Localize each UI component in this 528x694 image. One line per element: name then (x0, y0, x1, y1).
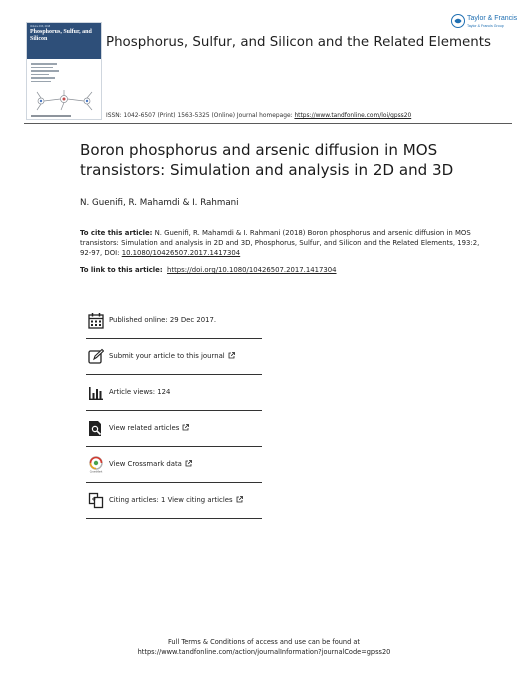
external-link-icon (228, 352, 235, 359)
footer-terms-link[interactable]: https://www.tandfonline.com/action/journalInformation?journalCode=gpss20 (137, 647, 391, 656)
cover-footer-line (31, 115, 71, 117)
issn-text: ISSN: 1042-6507 (Print) 1563-5325 (Online) Journal homepage: (106, 113, 295, 119)
calendar-icon (88, 312, 104, 329)
crossmark-icon (88, 456, 104, 473)
submit-article-link[interactable]: Submit your article to this journal (109, 352, 235, 360)
citing-articles-icon (88, 492, 104, 509)
search-document-icon (88, 420, 104, 437)
doi-link[interactable]: 10.1080/10426507.2017.1417304 (121, 249, 241, 258)
submit-article-row[interactable] (86, 341, 262, 377)
external-link-icon (182, 424, 189, 431)
published-online-label: Published online: 29 Dec 2017. (109, 316, 217, 324)
publisher-tagline: Taylor & Francis Group (467, 24, 504, 28)
journal-cover-thumbnail (26, 22, 102, 120)
row-divider (86, 446, 262, 447)
cover-contents-lines (31, 63, 61, 84)
article-views-row (86, 377, 262, 413)
issn-line (106, 113, 411, 119)
crossmark-link[interactable]: View Crossmark data (109, 460, 192, 468)
cite-label: To cite this article: (80, 229, 153, 237)
published-online-row (86, 305, 262, 341)
publisher-name: Taylor & Francis (467, 15, 518, 22)
related-articles-link[interactable]: View related articles (109, 424, 189, 432)
related-articles-row[interactable] (86, 413, 262, 449)
article-authors: N. Guenifi, R. Mahamdi & I. Rahmani (80, 198, 239, 208)
article-title: Boron phosphorus and arsenic diffusion in MOS transistors: Simulation and analysis in 2D and 3D (80, 141, 454, 179)
cover-molecule-diagram (31, 89, 97, 113)
journal-title[interactable]: Phosphorus, Sulfur, and Silicon and the Related Elements (106, 35, 491, 50)
header-divider (24, 123, 512, 124)
crossmark-caption: CrossMark (89, 470, 103, 473)
row-divider (86, 374, 262, 375)
bar-chart-icon (88, 384, 104, 401)
link-label: To link to this article: (80, 266, 163, 274)
cover-volume-text: Volume 193, 2018 (30, 25, 51, 28)
citation-block (80, 228, 480, 259)
external-link-icon (185, 460, 192, 467)
row-divider (86, 518, 262, 519)
row-divider (86, 410, 262, 411)
page-footer (0, 638, 528, 657)
row-divider (86, 338, 262, 339)
journal-homepage-link[interactable]: https://www.tandfonline.com/loi/gpss20 (294, 113, 412, 119)
citing-articles-link[interactable]: Citing articles: 1 View citing articles (109, 496, 243, 504)
footer-terms-text: Full Terms & Conditions of access and use can be found at (167, 638, 361, 646)
crossmark-row[interactable] (86, 449, 262, 485)
cite-text: N. Guenifi, R. Mahamdi & I. Rahmani (2018) Boron phosphorus and arsenic diffusion in MOS transistors: Simulation and analysis in 2D and 3D, Phosphorus, Sulfur, and Silicon and the Related Elements, 193:2, 92-97, DOI: (80, 229, 480, 258)
cover-title: Phosphorus, Sulfur, and Silicon (30, 29, 92, 42)
edit-icon (88, 348, 104, 365)
citing-articles-row[interactable] (86, 485, 262, 521)
external-link-icon (236, 496, 243, 503)
article-views-label: Article views: 124 (109, 388, 171, 396)
link-line (80, 266, 337, 274)
row-divider (86, 482, 262, 483)
article-doi-url-link[interactable]: https://doi.org/10.1080/10426507.2017.1417304 (167, 266, 337, 274)
